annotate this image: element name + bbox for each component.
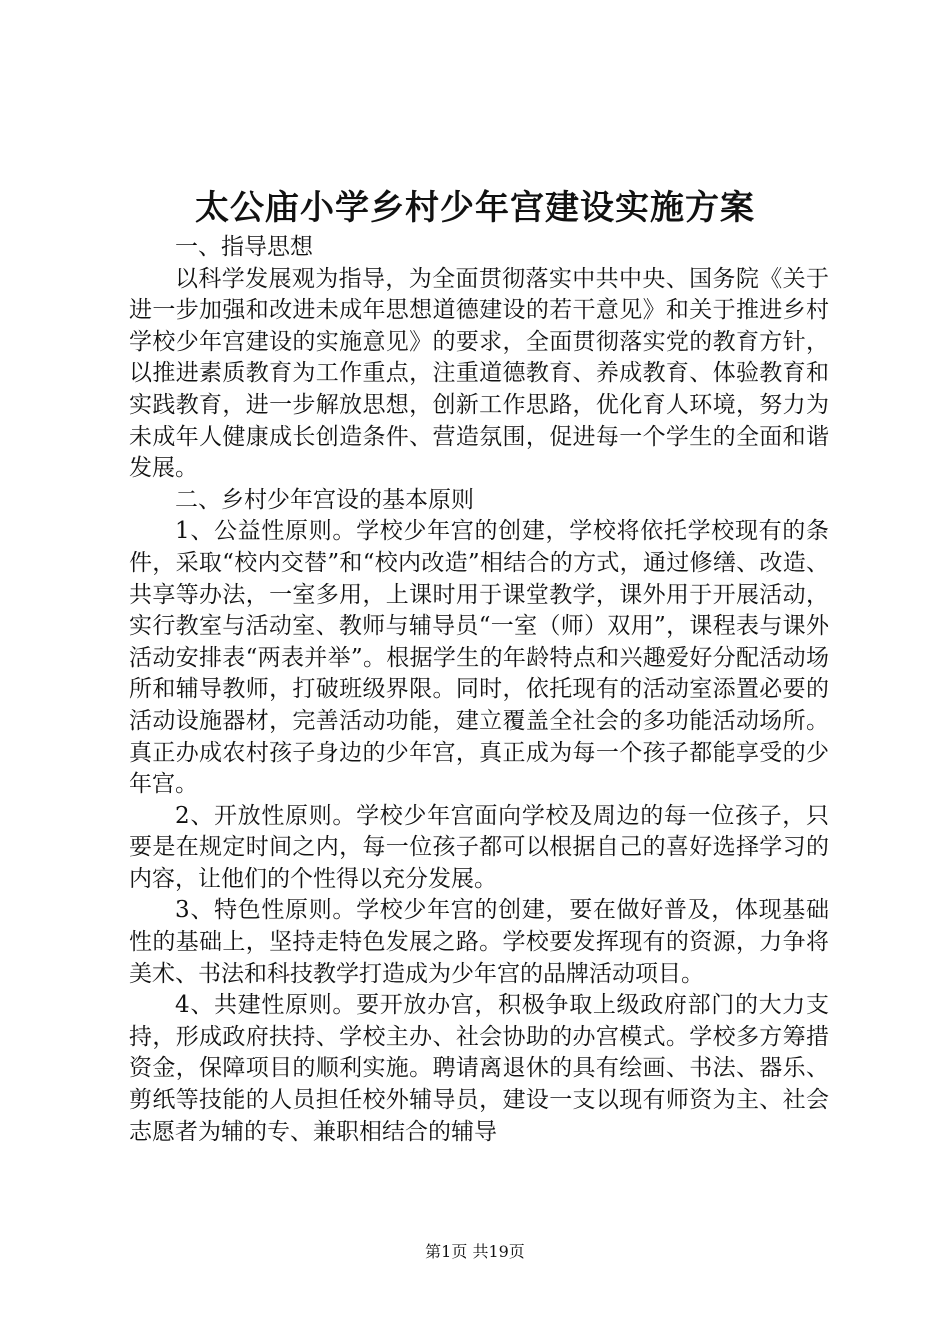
- section-heading-guiding-ideology: 一、指导思想: [175, 234, 313, 260]
- page-footer: 第1页 共19页: [425, 1242, 525, 1261]
- document-body: [129, 232, 829, 1148]
- section-heading-basic-principles: 二、乡村少年宫设的基本原则: [175, 486, 474, 513]
- paragraph-guiding-ideology: 以科学发展观为指导，为全面贯彻落实中共中央、国务院《关于进一步加强和改进未成年思想道德建设的若干意见》和关于推进乡村学校少年宫建设的实施意见》的要求，全面贯彻落实党的教育方针，以推进素质教育为工作重点，注重道德教育、养成教育、体验教育和实践教育，进一步解放思想，创新工作思路，优化育人环境，努力为未成年人健康成长创造条件、营造氛围，促进每一个学生的全面和谐发展。: [129, 265, 829, 482]
- document-title: 太公庙小学乡村少年宫建设实施方案: [195, 188, 755, 228]
- paragraph-principle-public-welfare: 1、公益性原则。学校少年宫的创建，学校将依托学校现有的条件，采取“校内交替”和“校内改造”相结合的方式，通过修缮、改造、共享等办法，一室多用，上课时用于课堂教学，课外用于开展活动，实行教室与活动室、教师与辅导员“一室（师）双用”，课程表与课外活动安排表“两表并举”。根据学生的年龄特点和兴趣爱好分配活动场所和辅导教师，打破班级界限。同时，依托现有的活动室添置必要的活动设施器材，完善活动功能，建立覆盖全社会的多功能活动场所。真正办成农村孩子身边的少年宫，真正成为每一个孩子都能享受的少年宫。: [129, 518, 829, 798]
- paragraph-principle-co-construction: 4、共建性原则。要开放办宫，积极争取上级政府部门的大力支持，形成政府扶持、学校主办、社会协助的办宫模式。学校多方筹措资金，保障项目的顺利实施。聘请离退休的具有绘画、书法、器乐、剪纸等技能的人员担任校外辅导员，建设一支以现有师资为主、社会志愿者为辅的专、兼职相结合的辅导: [129, 992, 829, 1145]
- paragraph-principle-characteristics: 3、特色性原则。学校少年宫的创建，要在做好普及，体现基础性的基础上，坚持走特色发展之路。学校要发挥现有的资源，力争将美术、书法和科技教学打造成为少年宫的品牌活动项目。: [129, 897, 829, 987]
- paragraph-principle-openness: 2、开放性原则。学校少年宫面向学校及周边的每一位孩子，只要是在规定时间之内，每一位孩子都可以根据自己的喜好选择学习的内容，让他们的个性得以充分发展。: [129, 802, 829, 892]
